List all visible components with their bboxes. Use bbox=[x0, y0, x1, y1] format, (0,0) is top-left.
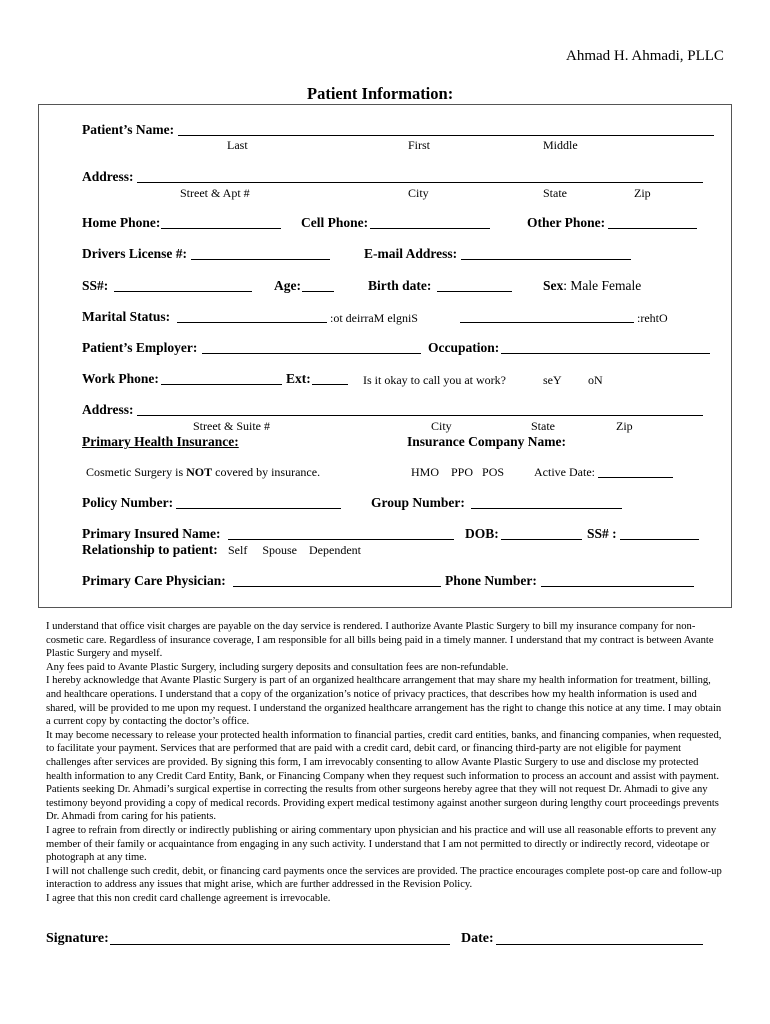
state-label: State bbox=[543, 186, 567, 200]
sex-label: Sex bbox=[543, 278, 564, 293]
pcp-label: Primary Care Physician: bbox=[82, 573, 226, 588]
work-phone-label: Work Phone: bbox=[82, 371, 159, 386]
cosmetic-notice: Cosmetic Surgery is NOT covered by insurance. bbox=[86, 465, 321, 479]
policy-number-label: Policy Number: bbox=[82, 495, 174, 510]
group-number-label: Group Number: bbox=[371, 495, 465, 510]
pcp-field[interactable] bbox=[233, 586, 441, 587]
other-phone-field[interactable] bbox=[608, 228, 697, 229]
date-label: Date: bbox=[461, 931, 494, 946]
occupation-label: Occupation: bbox=[428, 340, 500, 355]
dob-field[interactable] bbox=[501, 539, 582, 540]
occupation-field[interactable] bbox=[501, 353, 710, 354]
middle-label: Middle bbox=[543, 138, 578, 152]
marital-status-label: Marital Status: bbox=[82, 309, 171, 324]
address-label: Address: bbox=[82, 169, 134, 184]
terms-paragraph: I understand that office visit charges are payable on the day service is rendered. I authorize Avante Plastic Surgery to bill my insurance company for non-cosmetic care. Regardless of insurance coverage, I am responsible for all bills being paid in a timely manner. I understand that my contract is between Avante Plastic Surgery and myself. bbox=[46, 621, 714, 660]
terms-paragraph: Patients seeking Dr. Ahmadi’s surgical expertise in correcting the results from other surgeons hereby agree that they will not request Dr. Ahmadi to give any testimony beyond providing a copy of medical records. Providing expert medical testimony against another surgeon during lengthy court proceedings prevents Dr. Ahmadi from caring for his patients. bbox=[46, 784, 719, 823]
employer-field[interactable] bbox=[202, 353, 421, 354]
primary-insured-field[interactable] bbox=[228, 539, 454, 540]
relationship-label: Relationship to patient: bbox=[82, 542, 218, 557]
other-phone-label: Other Phone: bbox=[527, 215, 606, 230]
sex-options: : Male Female bbox=[563, 278, 642, 293]
relationship-options[interactable]: Self Spouse Dependent bbox=[228, 543, 361, 557]
ok-to-call-question: Is it okay to call you at work? bbox=[363, 373, 506, 387]
phone-number-label: Phone Number: bbox=[445, 573, 537, 588]
work-phone-field[interactable] bbox=[161, 384, 282, 385]
street-apt-label: Street & Apt # bbox=[180, 186, 250, 200]
cell-phone-field[interactable] bbox=[370, 228, 490, 229]
other-status-label: :rehtO bbox=[637, 311, 668, 325]
home-phone-field[interactable] bbox=[161, 228, 281, 229]
zip-label: Zip bbox=[634, 186, 651, 200]
home-phone-label: Home Phone: bbox=[82, 215, 161, 230]
street-suite-label: Street & Suite # bbox=[193, 419, 270, 433]
cell-phone-label: Cell Phone: bbox=[301, 215, 369, 230]
practice-name: Ahmad H. Ahmadi, PLLC bbox=[566, 48, 724, 64]
terms-text bbox=[46, 620, 726, 905]
city2-label: City bbox=[431, 419, 452, 433]
signature-label: Signature: bbox=[46, 931, 109, 946]
marital-options[interactable]: :ot deirraM elgniS bbox=[330, 311, 418, 325]
zip2-label: Zip bbox=[616, 419, 633, 433]
age-label: Age: bbox=[274, 278, 301, 293]
email-label: E-mail Address: bbox=[364, 246, 458, 261]
yes-option[interactable]: seY bbox=[543, 373, 562, 387]
other-status-field[interactable] bbox=[460, 322, 634, 323]
active-date-field[interactable] bbox=[598, 477, 673, 478]
ss-field[interactable] bbox=[114, 291, 252, 292]
group-number-field[interactable] bbox=[471, 508, 622, 509]
terms-paragraph: I will not challenge such credit, debit, or financing card payments once the services are provided. The practice encourages complete post-op care and follow-up interaction to address any issues that might arise, which are further addressed in the Revision Policy. bbox=[46, 865, 722, 891]
marital-status-field[interactable] bbox=[177, 322, 327, 323]
dob-label: DOB: bbox=[465, 526, 499, 541]
terms-paragraph: I hereby acknowledge that Avante Plastic Surgery is part of an organized healthcare arrangement that may share my health information for treatment, billing, and healthcare operations. I understand that a copy of the organization’s notice of privacy practices, that describes how my health information is used and shared, will be provided to me upon my request. I understand the organized healthcare arrangement has the right to change this notice at any time. I may obtain a current copy by contacting the doctor’s office. bbox=[46, 675, 722, 728]
no-option[interactable]: oN bbox=[588, 373, 603, 387]
ext-field[interactable] bbox=[312, 384, 348, 385]
employer-label: Patient’s Employer: bbox=[82, 340, 198, 355]
birth-date-field[interactable] bbox=[437, 291, 512, 292]
employer-address-label: Address: bbox=[82, 402, 134, 417]
drivers-license-field[interactable] bbox=[191, 259, 330, 260]
last-label: Last bbox=[227, 138, 248, 152]
state2-label: State bbox=[531, 419, 555, 433]
sex-field[interactable] bbox=[543, 278, 641, 294]
phone-number-field[interactable] bbox=[541, 586, 694, 587]
email-field[interactable] bbox=[461, 259, 631, 260]
first-label: First bbox=[408, 138, 431, 152]
patient-name-field[interactable] bbox=[178, 135, 714, 136]
terms-paragraph: Any fees paid to Avante Plastic Surgery, including surgery deposits and consultation fees are non-refundable. bbox=[46, 661, 509, 673]
plan-type-options[interactable]: HMO PPO POS bbox=[411, 465, 505, 479]
active-date-label: Active Date: bbox=[534, 465, 595, 479]
insurance-company-label: Insurance Company Name: bbox=[407, 434, 567, 449]
patient-name-label: Patient’s Name: bbox=[82, 122, 175, 137]
drivers-license-label: Drivers License #: bbox=[82, 246, 187, 261]
ext-label: Ext: bbox=[286, 371, 311, 386]
policy-number-field[interactable] bbox=[176, 508, 341, 509]
signature-field[interactable] bbox=[110, 944, 450, 945]
page-title: Patient Information: bbox=[307, 84, 454, 103]
terms-paragraph: It may become necessary to release your protected health information to financial parties, credit card entities, banks, and financing companies, when requested, to facilitate your payment. Services that are performed that are paid with a credit card, debit card, or financing third-party are not eligible for payment challenges after services are provided. By signing this form, I am irrevocably consenting to allow Avante Plastic Surgery to use and disclose my protected health information to any Credit Card Entity, Bank, or Financing Company when they request such information to process an account and assist with payment. bbox=[46, 729, 722, 782]
primary-insured-label: Primary Insured Name: bbox=[82, 526, 221, 541]
primary-insurance-heading: Primary Health Insurance: bbox=[82, 434, 239, 449]
terms-paragraph: I agree that this non credit card challenge agreement is irrevocable. bbox=[46, 892, 331, 904]
employer-address-field[interactable] bbox=[137, 415, 703, 416]
date-field[interactable] bbox=[496, 944, 703, 945]
address-field[interactable] bbox=[137, 182, 703, 183]
ss2-field[interactable] bbox=[620, 539, 699, 540]
ss-label: SS#: bbox=[82, 278, 109, 293]
birth-date-label: Birth date: bbox=[368, 278, 432, 293]
age-field[interactable] bbox=[302, 291, 334, 292]
city-label: City bbox=[408, 186, 429, 200]
ss2-label: SS# : bbox=[587, 526, 617, 541]
terms-paragraph: I agree to refrain from directly or indirectly publishing or airing commentary upon physician and his practice and will use all reasonable efforts to prevent any member of their family or acquaintance from engaging in any such activity. I understand that I am not permitted to directly or indirectly record, videotape or photograph at any time. bbox=[46, 824, 717, 864]
